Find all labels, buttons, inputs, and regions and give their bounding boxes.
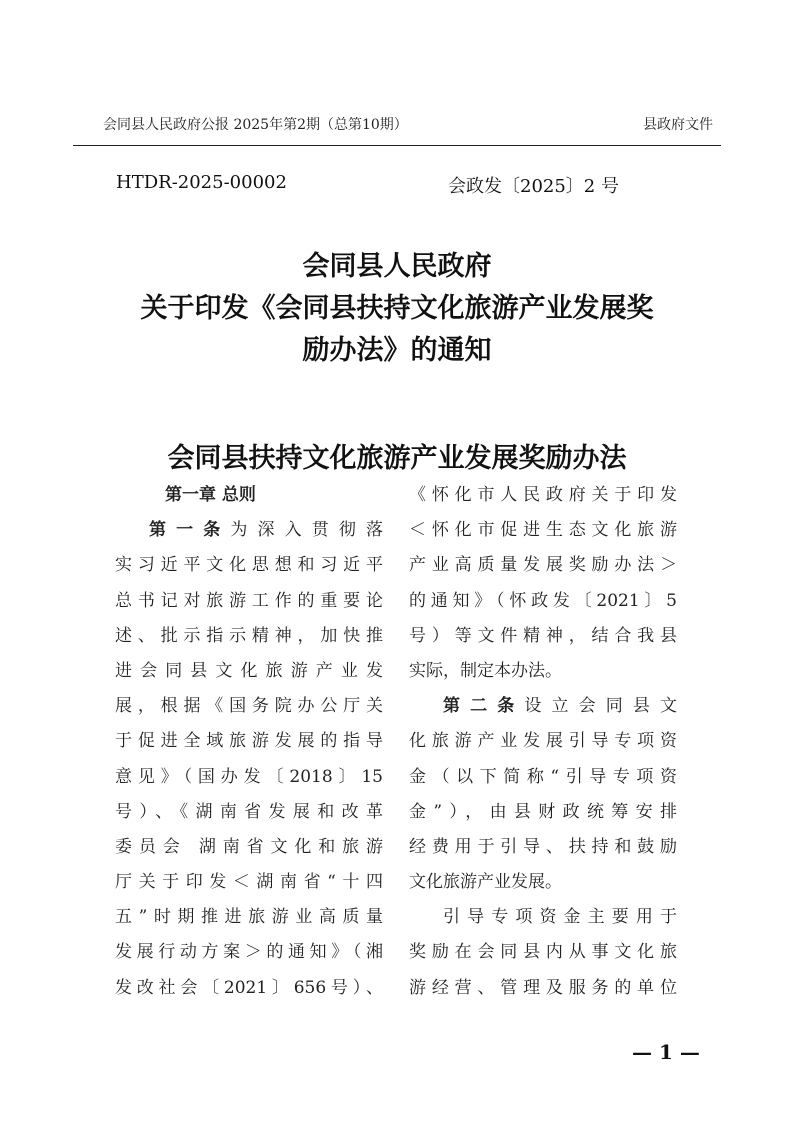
text-line: 号）等文件精神，结合我县 bbox=[409, 625, 677, 646]
text-line: 展，根据《国务院办公厅关 bbox=[115, 696, 383, 717]
text-line: 发展行动方案＞的通知》（湘 bbox=[115, 942, 383, 963]
text-line: 化旅游产业发展引导专项资 bbox=[409, 731, 677, 752]
right-column bbox=[409, 478, 677, 1006]
title-line: 关于印发《会同县扶持文化旅游产业发展奖 bbox=[140, 293, 654, 324]
text-line: 《怀化市人民政府关于印发 bbox=[409, 485, 677, 505]
measures-title: 会同县扶持文化旅游产业发展奖励办法 bbox=[167, 443, 627, 474]
text-line: 总书记对旅游工作的重要论 bbox=[115, 590, 383, 611]
text-line: 实际，制定本办法。 bbox=[409, 660, 562, 681]
title-line: 会同县人民政府 bbox=[302, 251, 492, 282]
gazette-issue: 会同县人民政府公报 2025年第2期（总第10期） bbox=[103, 117, 408, 133]
text-line: 金（以下简称“引导专项资 bbox=[409, 766, 677, 787]
text-line: 号）、《湖南省发展和改革 bbox=[115, 801, 383, 822]
article-1-text: 为深入贯彻落 bbox=[230, 520, 383, 541]
text-line: 意见》（国办发〔2018〕15 bbox=[115, 766, 383, 787]
text-line: ＜怀化市促进生态文化旅游 bbox=[409, 520, 677, 541]
text-line: 于促进全域旅游发展的指导 bbox=[115, 731, 383, 752]
text-line: 游经营、管理及服务的单位 bbox=[409, 977, 677, 998]
left-column bbox=[115, 478, 383, 1006]
article-1-label: 第一条 bbox=[149, 520, 231, 541]
section-label: 县政府文件 bbox=[643, 117, 713, 133]
text-line: 实习近平文化思想和习近平 bbox=[115, 555, 383, 576]
paragraph-first-line: 引导专项资金主要用于 bbox=[443, 907, 677, 928]
chapter-heading: 第一章 总则 bbox=[165, 485, 256, 505]
text-line: 产业高质量发展奖励办法＞ bbox=[409, 555, 677, 576]
document-title bbox=[73, 246, 721, 372]
article-2-label: 第二条 bbox=[443, 696, 525, 717]
text-line: 五”时期推进旅游业高质量 bbox=[115, 907, 383, 928]
text-line: 进会同县文化旅游产业发 bbox=[115, 660, 383, 681]
article-2-first-line bbox=[409, 689, 677, 724]
text-line: 的通知》（怀政发〔2021〕5 bbox=[409, 590, 677, 611]
document-id: HTDR-2025-00002 bbox=[116, 172, 287, 193]
text-line: 委员会 湖南省文化和旅游 bbox=[115, 836, 383, 857]
text-line: 奖励在会同县内从事文化旅 bbox=[409, 942, 677, 963]
text-line: 厅关于印发＜湖南省“十四 bbox=[115, 872, 383, 893]
text-line: 发改社会〔2021〕656号）、 bbox=[115, 977, 383, 998]
page-number: — 1 — bbox=[632, 1040, 700, 1064]
article-1-first-line bbox=[115, 513, 383, 548]
text-line: 文化旅游产业发展。 bbox=[409, 872, 562, 893]
text-line: 金”），由县财政统筹安排 bbox=[409, 801, 677, 822]
text-line: 述、批示指示精神，加快推 bbox=[115, 625, 383, 646]
text-line: 经费用于引导、扶持和鼓励 bbox=[409, 836, 677, 857]
header-divider bbox=[73, 145, 721, 146]
document-number: 会政发〔2025〕2 号 bbox=[448, 176, 619, 197]
title-line: 励办法》的通知 bbox=[302, 335, 492, 366]
article-2-text: 设立会同县文 bbox=[524, 696, 677, 717]
